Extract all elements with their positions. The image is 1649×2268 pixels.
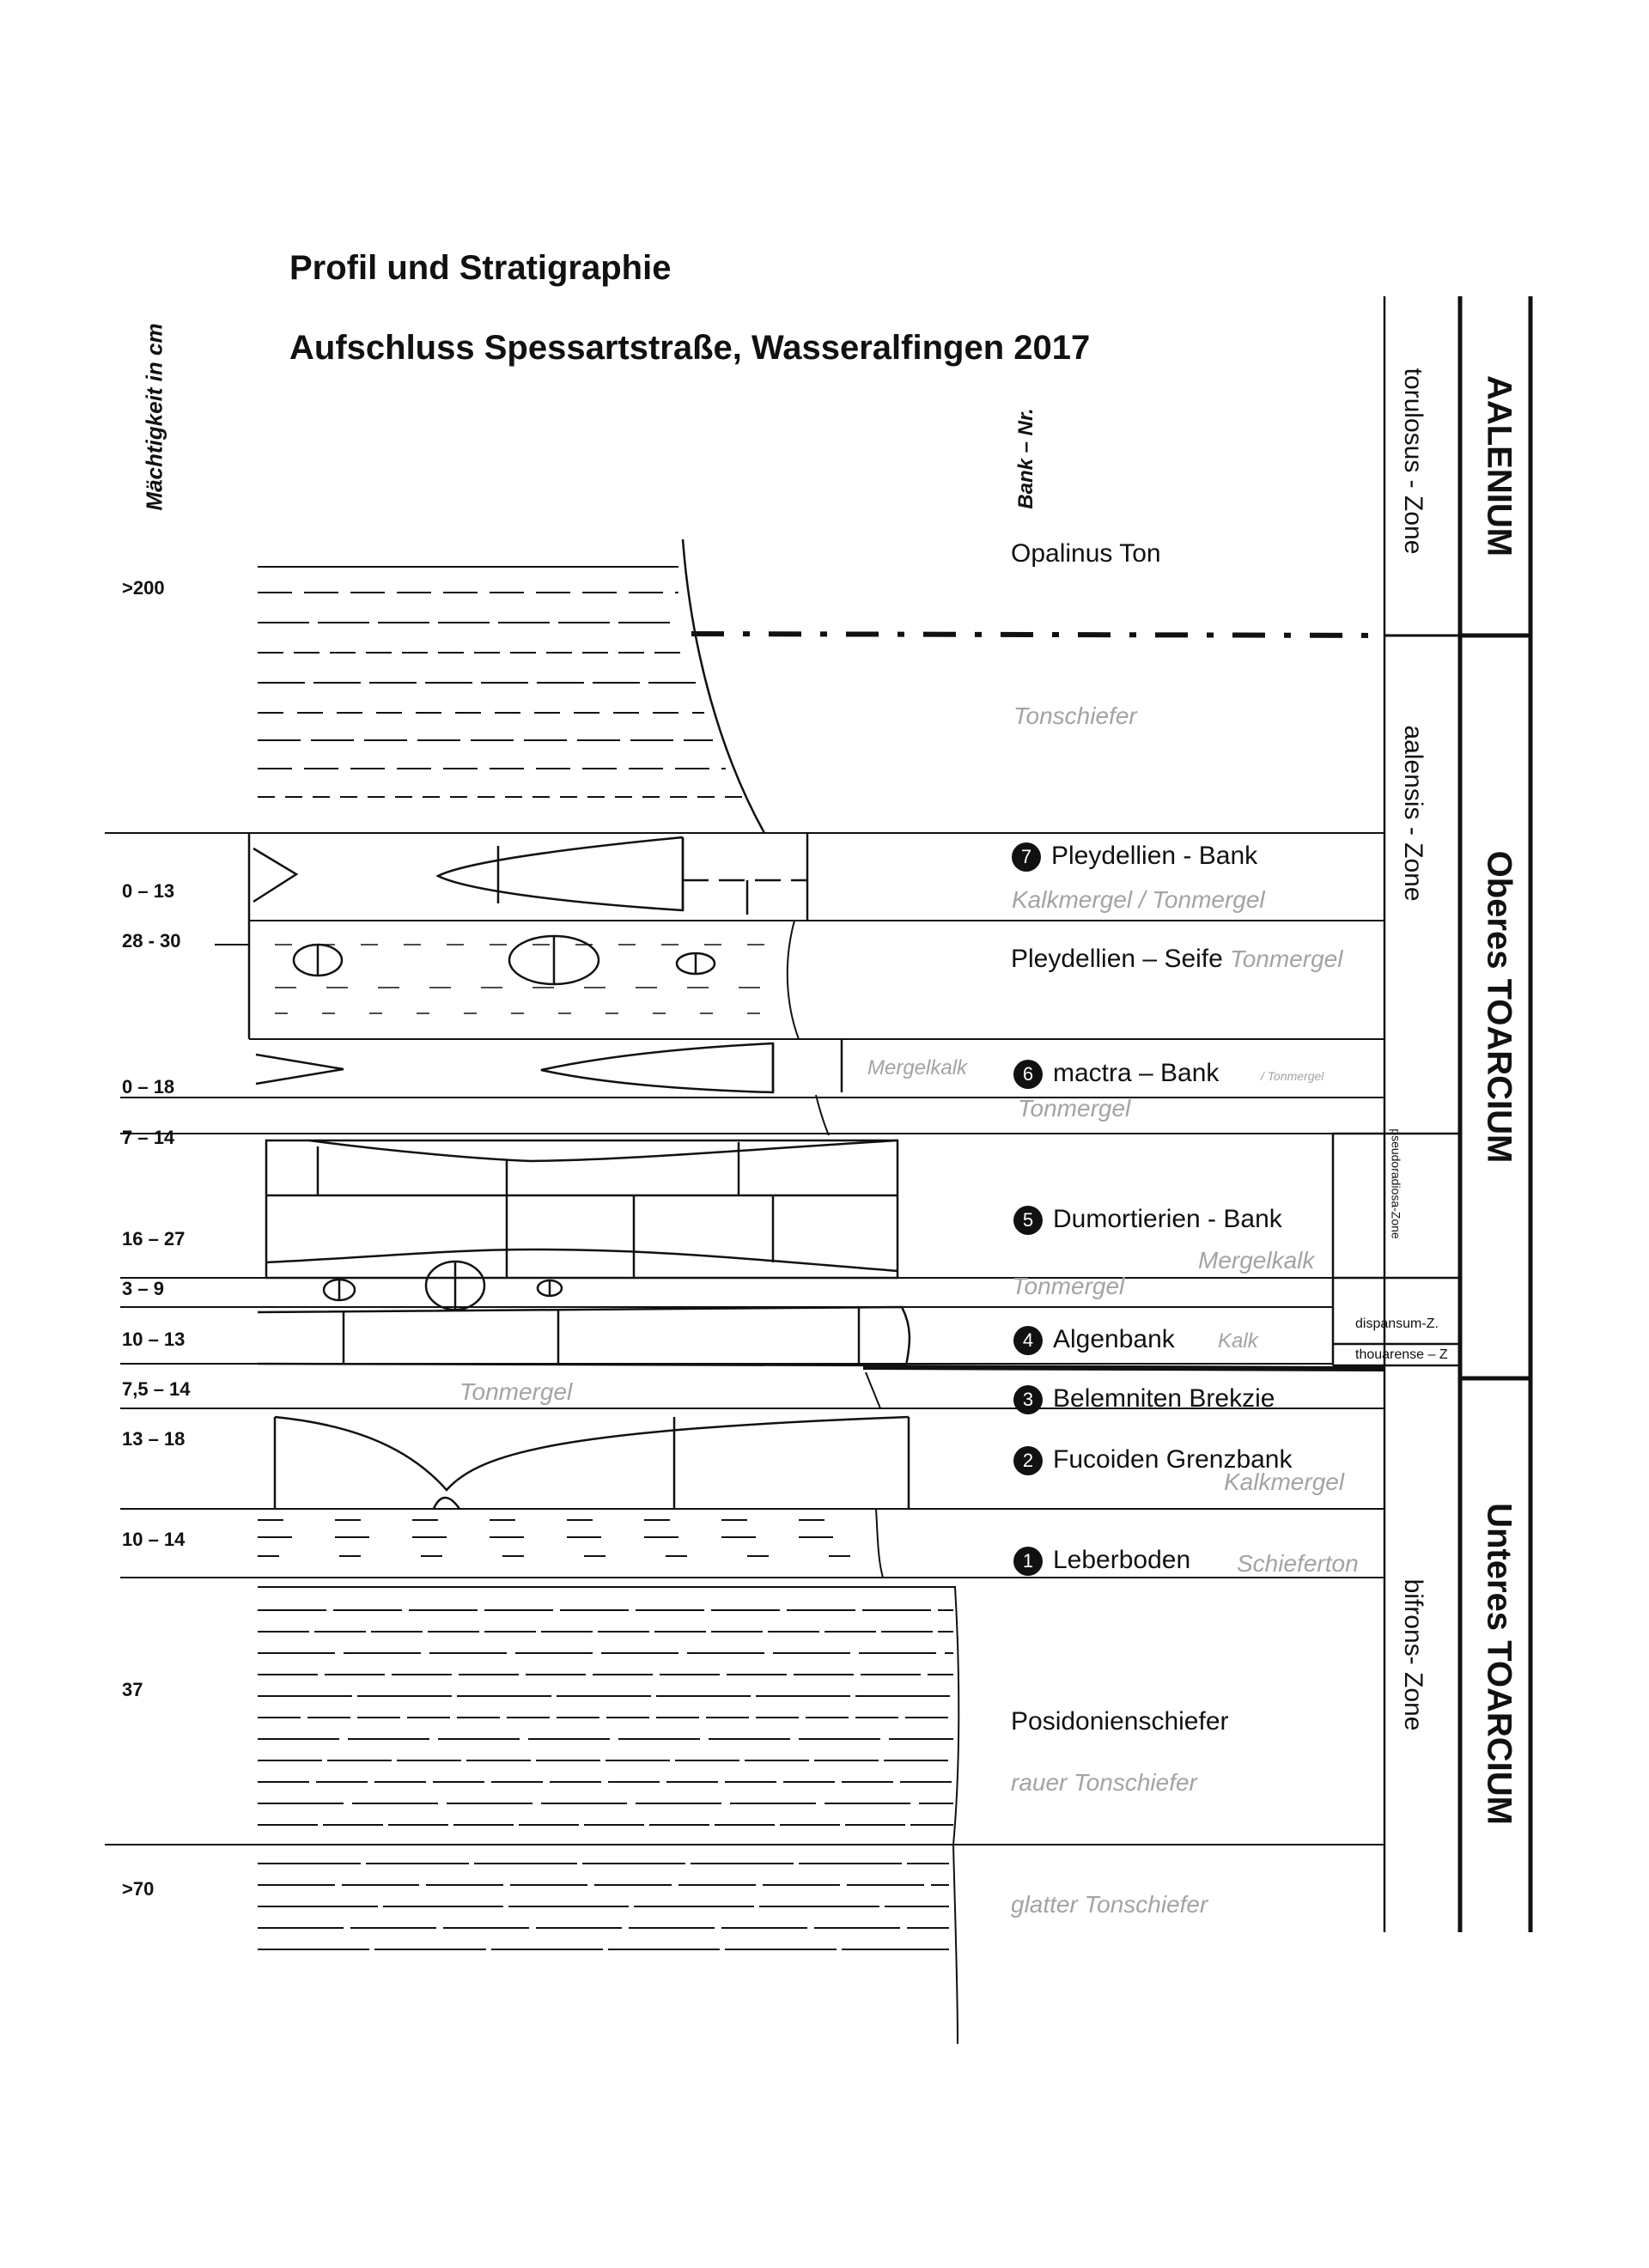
tonmergel-concretions [324, 1262, 562, 1310]
profile-edge-top [683, 539, 764, 833]
bank-2-rock: Kalkmergel [1224, 1468, 1345, 1495]
mergelkalk-left-label: Mergelkalk [867, 1056, 968, 1079]
thickness-value: 28 - 30 [122, 930, 181, 952]
thickness-value: >200 [122, 577, 165, 599]
thickness-value: 37 [122, 1679, 143, 1700]
zone-aalensis: aalensis - Zone [1399, 725, 1427, 902]
bank-number-badge: 6 [1013, 1060, 1043, 1089]
bank-7-rock: Kalkmergel / Tonmergel [1012, 886, 1265, 913]
glatter-tonschiefer-hatching [258, 1845, 958, 2044]
title-line-2: Aufschluss Spessartstraße, Wasseralfingen 2017 [289, 329, 1091, 367]
thickness-value: 10 – 13 [122, 1329, 186, 1350]
bank-number-badge: 2 [1013, 1446, 1043, 1475]
bank-6-block [256, 1039, 842, 1135]
bank-4-name: Algenbank [1053, 1325, 1175, 1353]
layer-opalinus-label: Opalinus Ton [1011, 539, 1161, 568]
bank-2-name: Fucoiden Grenzbank [1053, 1445, 1293, 1474]
tonmergel-mid-label: Tonmergel [459, 1378, 573, 1405]
thickness-value: 0 – 18 [122, 1076, 175, 1098]
thickness-value: 13 – 18 [122, 1428, 186, 1450]
bank-1-rock: Schieferton [1237, 1550, 1359, 1577]
layer-tonschiefer-label: Tonschiefer [1013, 702, 1137, 729]
title-line-1: Profil und Stratigraphie [289, 249, 672, 287]
posidonien-rock: rauer Tonschiefer [1011, 1769, 1197, 1796]
thickness-value: 7,5 – 14 [122, 1378, 191, 1400]
posidonien-hatching [258, 1587, 958, 1845]
layer-boundaries [105, 833, 1384, 1845]
tonmergel-6-label: Tonmergel [1018, 1095, 1131, 1122]
stage-oberes-toarcium: Oberes TOARCIUM [1480, 850, 1518, 1164]
tonmergel-5-label: Tonmergel [1012, 1273, 1125, 1299]
bank-number-badge: 5 [1013, 1206, 1043, 1235]
bank-7-name: Pleydellien - Bank [1051, 842, 1258, 870]
bank-4-rock: Kalk [1218, 1329, 1258, 1353]
bank-3-label [1013, 1384, 1275, 1414]
bank-5-label [1013, 1205, 1282, 1235]
thickness-value: 7 – 14 [122, 1127, 175, 1148]
bank-3-name: Belemniten Brekzie [1053, 1384, 1275, 1413]
bank-6-rock: / Tonmergel [1261, 1069, 1324, 1083]
bank-number-badge: 3 [1013, 1385, 1043, 1414]
zone-pseudoradiosa: pseudoradiosa-Zone [1389, 1128, 1403, 1239]
zone-thouarense: thouarense – Z [1355, 1347, 1448, 1362]
zone-bifrons: bifrons- Zone [1399, 1578, 1427, 1731]
bank-7-block [249, 833, 807, 1039]
bank-number-label: Bank – Nr. [1014, 408, 1037, 509]
bank-number-badge: 7 [1012, 842, 1041, 872]
thickness-value: 16 – 27 [122, 1228, 186, 1250]
bank-number-badge: 4 [1013, 1326, 1043, 1355]
bank-6-label [1013, 1059, 1219, 1089]
seife-label [1011, 945, 1342, 974]
stage-boundary-dashdot-line [691, 634, 1384, 635]
bank-5-block [266, 1140, 898, 1278]
thickness-axis-label: Mächtigkeit in cm [141, 323, 167, 511]
seife-concretions [275, 921, 799, 1039]
shale-dashes-top [258, 567, 743, 797]
zone-dispansum: dispansum-Z. [1355, 1316, 1439, 1331]
bank-4-block [258, 1307, 1384, 1369]
seife-name: Pleydellien – Seife [1011, 945, 1223, 973]
bank-2-block [275, 1372, 909, 1509]
thickness-value: >70 [122, 1878, 155, 1900]
bank-5-name: Dumortierien - Bank [1053, 1205, 1282, 1233]
zone-torulosus: torulosus - Zone [1399, 368, 1427, 555]
stage-aalenium: AALENIUM [1480, 374, 1518, 557]
thickness-value: 3 – 9 [122, 1278, 164, 1299]
posidonien-label: Posidonienschiefer [1011, 1707, 1229, 1736]
thickness-value: 0 – 13 [122, 880, 175, 902]
bank-7-label [1012, 842, 1257, 872]
bank-5-rock: Mergelkalk [1198, 1247, 1315, 1274]
bank-1-name: Leberboden [1053, 1546, 1191, 1574]
shale-dashes-lower [258, 1509, 883, 1578]
glatter-tonschiefer-label: glatter Tonschiefer [1011, 1891, 1208, 1918]
thickness-value: 10 – 14 [122, 1529, 186, 1550]
stage-unteres-toarcium: Unteres TOARCIUM [1480, 1503, 1518, 1825]
bank-4-label [1013, 1325, 1175, 1355]
bank-6-name: mactra – Bank [1053, 1059, 1220, 1087]
bank-1-label [1013, 1546, 1190, 1576]
bank-number-badge: 1 [1013, 1547, 1043, 1576]
seife-rock: Tonmergel [1230, 946, 1343, 972]
